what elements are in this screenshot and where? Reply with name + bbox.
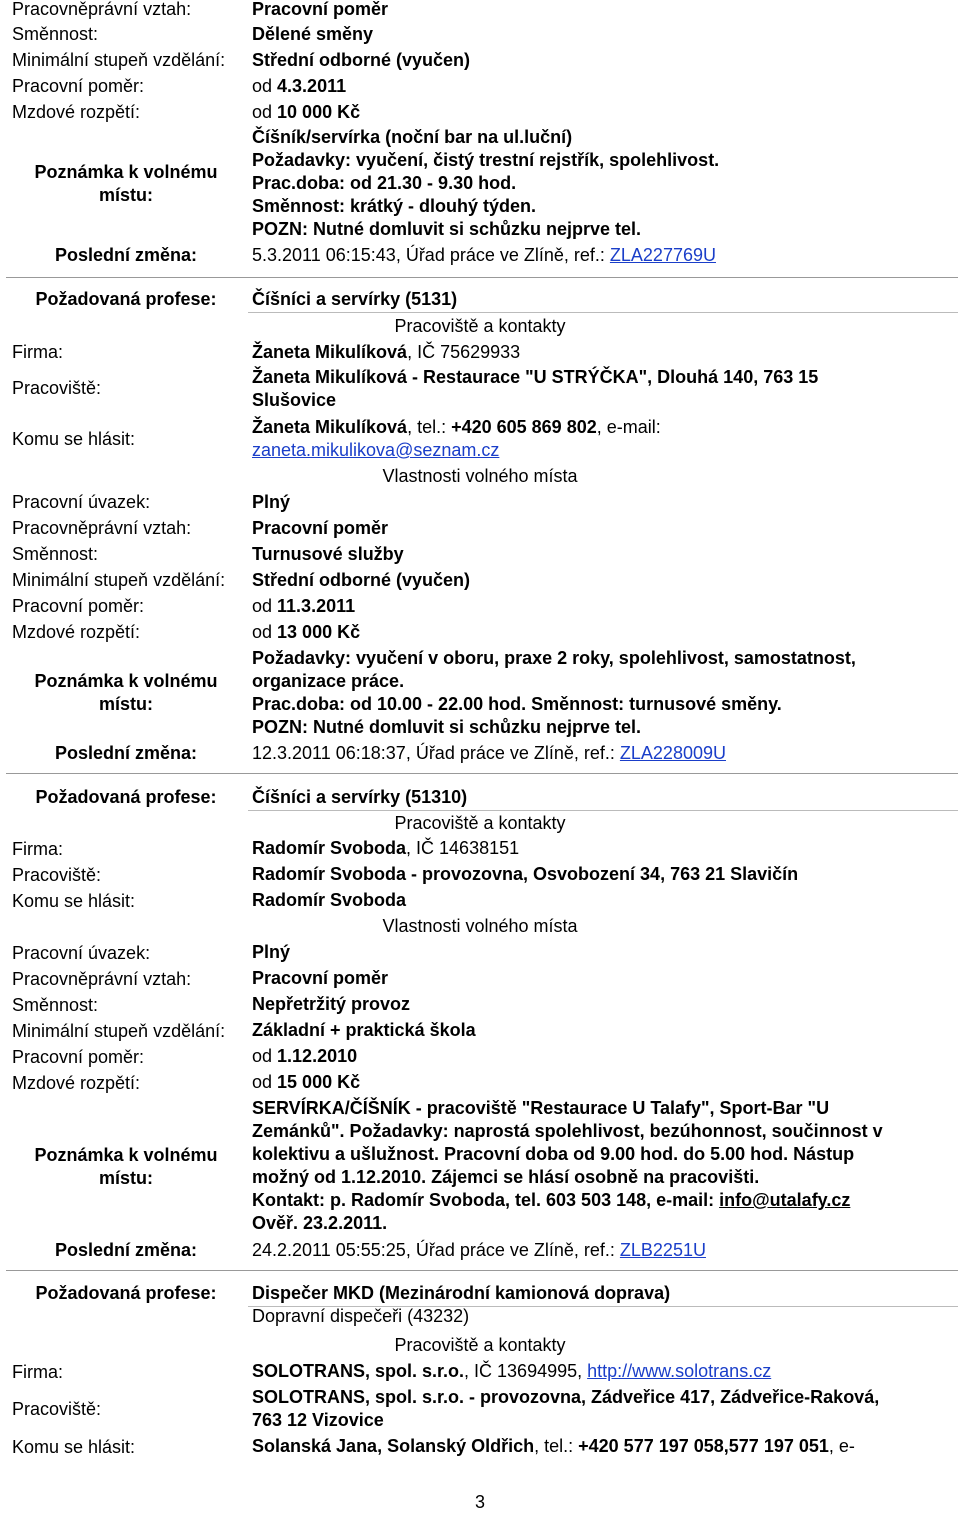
ref-link[interactable]: ZLB2251U: [619, 1240, 706, 1260]
label-firma: Firma:: [12, 342, 63, 362]
value-pracovnepravni: Pracovní poměr: [252, 968, 389, 988]
label-poznamka: Poznámka k volnému místu:: [34, 1145, 218, 1188]
value-uvazek: Plný: [252, 492, 291, 512]
section-divider: [6, 1270, 958, 1271]
value-pomer: od 4.3.2011: [252, 76, 347, 96]
label-pomer: Pracovní poměr:: [12, 1047, 145, 1067]
value-pomer: od 11.3.2011: [252, 596, 356, 616]
value-zmena: 5.3.2011 06:15:43, Úřad práce ve Zlíně, ref.: ZLA227769U: [252, 245, 716, 265]
label-firma: Firma:: [12, 839, 63, 859]
section-divider: [6, 773, 958, 774]
value-profese: Číšníci a servírky (5131): [252, 289, 458, 309]
header-kontakty: Pracoviště a kontakty: [394, 1335, 566, 1355]
label-uvazek: Pracovní úvazek:: [12, 492, 151, 512]
label-rozpeti: Mzdové rozpětí:: [12, 102, 141, 122]
label-pomer: Pracovní poměr:: [12, 596, 145, 616]
label-profese: Požadovaná profese:: [35, 787, 217, 807]
value-poznamka: Požadavky: vyučení v oboru, praxe 2 roky, spolehlivost, samostatnost, organizace práce. Prac.doba: od 10.00 - 22.00 hod. Směnnost: turnusové směny. POZN: Nutné domluvit si schůzku nejprve tel.: [252, 648, 856, 737]
value-smennost: Nepřetržitý provoz: [252, 994, 411, 1014]
value-pracovnepravni: Pracovní poměr: [252, 0, 389, 19]
value-firma: Radomír Svoboda, IČ 14638151: [252, 838, 520, 858]
label-pracoviste: Pracoviště:: [12, 865, 102, 885]
value-poznamka: Číšník/servírka (noční bar na ul.luční) Požadavky: vyučení, čistý trestní rejstřík, spolehlivost. Prac.doba: od 21.30 - 9.30 hod. Směnnost: krátký - dlouhý týden. POZN: Nutné domluvit si schůzku nejprve tel.: [252, 127, 720, 239]
label-vzdelani: Minimální stupeň vzdělání:: [12, 1021, 226, 1041]
value-profese: Číšníci a servírky (51310): [252, 787, 468, 807]
label-smennost: Směnnost:: [12, 995, 99, 1015]
label-komu: Komu se hlásit:: [12, 1437, 136, 1457]
header-rule: [248, 810, 958, 811]
email-link[interactable]: info@utalafy.cz: [719, 1190, 851, 1210]
value-uvazek: Plný: [252, 942, 291, 962]
value-rozpeti: od 10 000 Kč: [252, 102, 361, 122]
value-pracoviste: Žaneta Mikulíková - Restaurace "U STRÝČKA", Dlouhá 140, 763 15 Slušovice: [252, 367, 819, 410]
label-zmena: Poslední změna:: [54, 743, 198, 763]
label-smennost: Směnnost:: [12, 24, 99, 44]
value-rozpeti: od 13 000 Kč: [252, 622, 361, 642]
label-vzdelani: Minimální stupeň vzdělání:: [12, 570, 226, 590]
header-vlastnosti: Vlastnosti volného místa: [382, 916, 578, 936]
value-smennost: Turnusové služby: [252, 544, 404, 564]
label-smennost: Směnnost:: [12, 544, 99, 564]
value-pracovnepravni: Pracovní poměr: [252, 518, 389, 538]
ref-link[interactable]: ZLA228009U: [619, 743, 726, 763]
label-poznamka: Poznámka k volnému místu:: [34, 162, 218, 205]
label-zmena: Poslední změna:: [54, 245, 198, 265]
section-divider: [6, 277, 958, 278]
header-rule: [248, 312, 958, 313]
label-komu: Komu se hlásit:: [12, 429, 136, 449]
label-rozpeti: Mzdové rozpětí:: [12, 622, 141, 642]
label-zmena: Poslední změna:: [54, 1240, 198, 1260]
website-link[interactable]: http://www.solotrans.cz: [587, 1361, 772, 1381]
value-zmena: 12.3.2011 06:18:37, Úřad práce ve Zlíně, ref.: ZLA228009U: [252, 743, 726, 763]
value-firma: SOLOTRANS, spol. s.r.o., IČ 13694995, http://www.solotrans.cz: [252, 1361, 772, 1381]
page-number: 3: [474, 1492, 485, 1512]
header-kontakty: Pracoviště a kontakty: [394, 316, 566, 336]
label-profese: Požadovaná profese:: [35, 1283, 217, 1303]
label-pomer: Pracovní poměr:: [12, 76, 145, 96]
value-vzdelani: Střední odborné (vyučen): [252, 570, 471, 590]
value-pracoviste: SOLOTRANS, spol. s.r.o. - provozovna, Zádveřice 417, Zádveřice-Raková, 763 12 Vizovice: [252, 1387, 880, 1430]
label-profese: Požadovaná profese:: [35, 289, 217, 309]
label-poznamka: Poznámka k volnému místu:: [34, 671, 218, 714]
value-zmena: 24.2.2011 05:55:25, Úřad práce ve Zlíně, ref.: ZLB2251U: [252, 1240, 706, 1260]
header-kontakty: Pracoviště a kontakty: [394, 813, 566, 833]
value-profese: Dispečer MKD (Mezinárodní kamionová doprava) Dopravní dispečeři (43232): [252, 1283, 671, 1326]
value-poznamka: SERVÍRKA/ČÍŠNÍK - pracoviště "Restaurace U Talafy", Sport-Bar "U Zemánků". Požadavky: naprostá spolehlivost, bezúhonnost, součinnost v kolektivu a ušlužnost. Pracovní doba od 9.00 hod. do 5.00 hod. Nástup možný od 1.12.2010. Zájemci se hlásí osobně na pracovišti. Kontakt: p. Radomír Svoboda, tel. 603 503 148, e-mail: info@utalafy.cz Ověř. 23.2.2011.: [252, 1098, 883, 1233]
ref-link[interactable]: ZLA227769U: [609, 245, 716, 265]
email-link[interactable]: zaneta.mikulikova@seznam.cz: [252, 440, 500, 460]
value-pracoviste: Radomír Svoboda - provozovna, Osvobození 34, 763 21 Slavičín: [252, 864, 799, 884]
value-firma: Žaneta Mikulíková, IČ 75629933: [252, 342, 521, 362]
label-vzdelani: Minimální stupeň vzdělání:: [12, 50, 226, 70]
label-pracoviste: Pracoviště:: [12, 1399, 102, 1419]
value-komu: Žaneta Mikulíková, tel.: +420 605 869 802, e-mail: zaneta.mikulikova@seznam.cz: [252, 417, 661, 460]
label-pracovnepravni: Pracovněprávní vztah:: [12, 0, 192, 19]
label-rozpeti: Mzdové rozpětí:: [12, 1073, 141, 1093]
label-firma: Firma:: [12, 1362, 63, 1382]
label-pracovnepravni: Pracovněprávní vztah:: [12, 518, 192, 538]
label-pracoviste: Pracoviště:: [12, 378, 102, 398]
value-komu: Solanská Jana, Solanský Oldřich, tel.: +420 577 197 058,577 197 051, e-: [252, 1436, 855, 1456]
value-vzdelani: Střední odborné (vyučen): [252, 50, 471, 70]
label-komu: Komu se hlásit:: [12, 891, 136, 911]
value-pomer: od 1.12.2010: [252, 1046, 358, 1066]
label-uvazek: Pracovní úvazek:: [12, 943, 151, 963]
label-pracovnepravni: Pracovněprávní vztah:: [12, 969, 192, 989]
value-vzdelani: Základní + praktická škola: [252, 1020, 476, 1040]
value-komu: Radomír Svoboda: [252, 890, 407, 910]
header-rule: [248, 1306, 958, 1307]
value-smennost: Dělené směny: [252, 24, 374, 44]
header-vlastnosti: Vlastnosti volného místa: [382, 466, 578, 486]
value-rozpeti: od 15 000 Kč: [252, 1072, 361, 1092]
